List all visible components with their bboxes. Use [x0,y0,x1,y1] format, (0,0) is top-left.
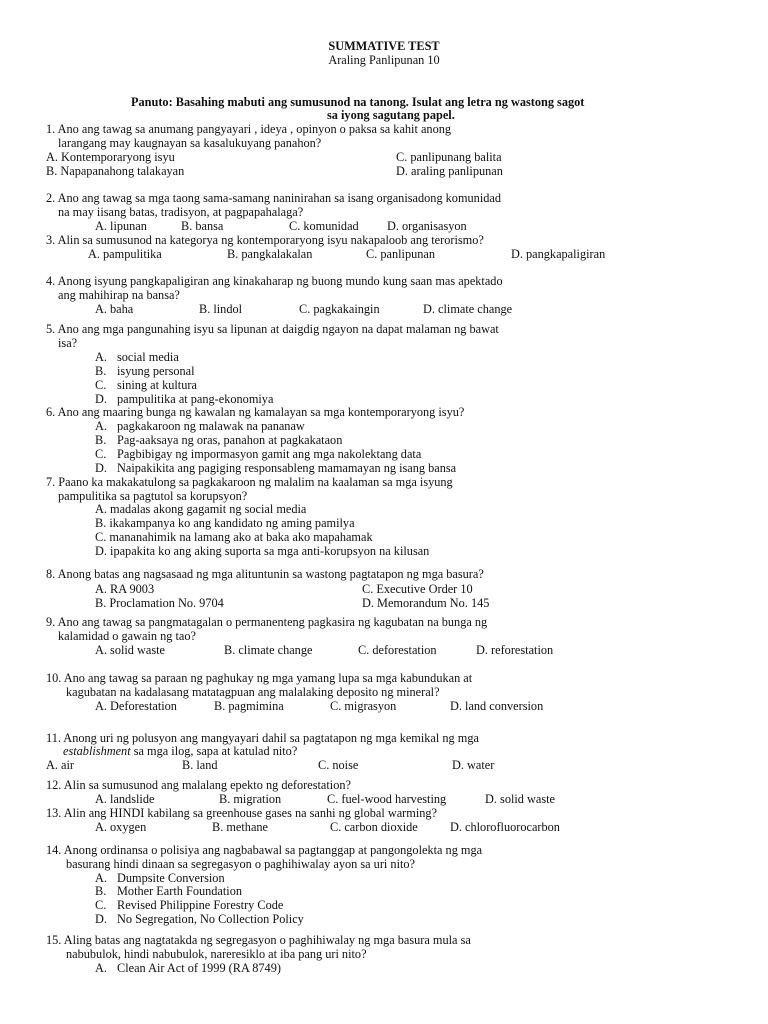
choice-text: Dumpsite Conversion [117,871,225,885]
choice-a: A. solid waste [95,643,166,657]
choice-d: D. ipapakita ko ang aking suporta sa mga anti-korupsyon na kilusan [95,544,430,558]
choice-b: B. pagmimina [214,699,284,713]
choice-text: Pag-aaksaya ng oras, panahon at pagkakataon [117,433,343,447]
choice-a: A. baha [95,302,134,316]
question-stem: 11. Anong uri ng polusyon ang mangyayari dahil sa pagtatapon ng mga kemikal ng mga [46,731,479,745]
choice-text: Naipakikita ang pagiging responsableng mamamayan ng isang bansa [117,461,457,475]
choice-b: B. land [182,758,218,772]
choice-text: pampulitika at pang-ekonomiya [117,392,274,406]
choice-b: B. migration [219,792,282,806]
choice-letter: D. [95,392,107,406]
test-subtitle: Araling Panlipunan 10 [328,53,440,67]
choice-c: C. panlipunang balita [396,150,502,164]
choice-c: C. Executive Order 10 [362,582,473,596]
choice-text: No Segregation, No Collection Policy [117,912,304,926]
choice-d: D. chlorofluorocarbon [450,820,560,834]
question-stem: 2. Ano ang tawag sa mga taong sama-samang naninirahan sa isang organisadong komunidad [46,191,501,205]
choice-c: C. komunidad [289,219,359,233]
choice-c: C. deforestation [358,643,437,657]
choice-c: C. fuel-wood harvesting [327,792,447,806]
choice-d: D. Memorandum No. 145 [362,596,490,610]
question-stem: 6. Ano ang maaring bunga ng kawalan ng kamalayan sa mga kontemporaryong isyu? [46,405,465,419]
choice-text: pagkakaroon ng malawak na pananaw [117,419,305,433]
choice-b: B. ikakampanya ko ang kandidato ng aming pamilya [95,516,355,530]
choice-c: C. mananahimik na lamang ako at baka ako mapahamak [95,530,373,544]
choice-b: B. pangkalakalan [227,247,313,261]
question-stem: larangang may kaugnayan sa kasalukuyang panahon? [58,136,322,150]
question-stem: 12. Alin sa sumusunod ang malalang epekto ng deforestation? [46,778,351,792]
choice-c: C. panlipunan [366,247,435,261]
choice-d: D. organisasyon [387,219,467,233]
question-stem: 15. Aling batas ang nagtatakda ng segregasyon o paghihiwalay ng mga basura mula sa [46,933,471,947]
choice-b: B. Napapanahong talakayan [46,164,185,178]
question-stem: basurang hindi dinaan sa segregasyon o paghihiwalay ayon sa uri nito? [66,857,416,871]
choice-letter: A. [95,350,107,364]
choice-c: C. migrasyon [330,699,397,713]
choice-c: C. pagkakaingin [299,302,380,316]
choice-letter: A. [95,961,107,975]
choice-b: B. bansa [181,219,224,233]
choice-letter: C. [95,898,107,912]
question-stem: ang mahihirap na bansa? [58,288,180,302]
choice-letter: A. [95,871,107,885]
choice-text: sining at kultura [117,378,197,392]
question-stem: pampulitika sa pagtutol sa korupsyon? [58,489,248,503]
choice-a: A. lipunan [95,219,147,233]
choice-a: A. madalas akong gagamit ng social media [95,502,307,516]
instructions-line-1: Panuto: Basahing mabuti ang sumusunod na tanong. Isulat ang letra ng wastong sagot [131,95,585,109]
choice-c: C. noise [318,758,359,772]
question-stem: 13. Alin ang HINDI kabilang sa greenhouse gases na sanhi ng global warming? [46,806,438,820]
question-stem: 5. Ano ang mga pangunahing isyu sa lipunan at daigdig ngayon na dapat malaman ng bawat [46,322,499,336]
question-stem-rest: sa mga ilog, sapa at katulad nito? [130,744,298,758]
question-stem: 1. Ano ang tawag sa anumang pangyayari , ideya , opinyon o paksa sa kahit anong [46,122,452,136]
choice-d: D. climate change [423,302,513,316]
question-stem: 8. Anong batas ang nagsasaad ng mga alituntunin sa wastong pagtatapon ng mga basura? [46,567,484,581]
choice-text: Clean Air Act of 1999 (RA 8749) [117,961,281,975]
choice-letter: D. [95,912,107,926]
choice-letter: B. [95,433,107,447]
choice-a: A. oxygen [95,820,147,834]
choice-b: B. Proclamation No. 9704 [95,596,224,610]
question-stem: 4. Anong isyung pangkapaligiran ang kinakaharap ng buong mundo kung saan mas apektado [46,274,503,288]
question-stem: isa? [58,336,78,350]
choice-d: D. land conversion [450,699,544,713]
question-stem: 9. Ano ang tawag sa pangmatagalan o permanenteng pagkasira ng kagubatan na bunga ng [46,615,488,629]
choice-text: Mother Earth Foundation [117,884,242,898]
choice-d: D. araling panlipunan [396,164,503,178]
choice-a: A. Kontemporaryong isyu [46,150,175,164]
choice-letter: D. [95,461,107,475]
choice-letter: B. [95,884,107,898]
question-stem: kagubatan na kadalasang matatagpuan ang malalaking deposito ng mineral? [66,685,440,699]
choice-text: Pagbibigay ng impormasyon gamit ang mga nakolektang data [117,447,422,461]
question-stem: kalamidad o gawain ng tao? [58,629,196,643]
choice-letter: C. [95,447,107,461]
choice-letter: B. [95,364,107,378]
choice-a: A. Deforestation [95,699,177,713]
choice-a: A. pampulitika [88,247,162,261]
test-title: SUMMATIVE TEST [328,39,440,53]
question-stem: 7. Paano ka makakatulong sa pagkakaroon ng malalim na kaalaman sa mga isyung [46,475,453,489]
choice-text: social media [117,350,179,364]
question-stem: 14. Anong ordinansa o polisiya ang nagbabawal sa pagtanggap at pangongolekta ng mga [46,843,483,857]
choice-b: B. methane [212,820,269,834]
choice-a: A. RA 9003 [95,582,155,596]
question-stem: 10. Ano ang tawag sa paraan ng paghukay ng mga yamang lupa sa mga kabundukan at [46,671,473,685]
question-stem-line-2 [63,744,297,758]
choice-d: D. reforestation [476,643,554,657]
choice-letter: C. [95,378,107,392]
choice-letter: A. [95,419,107,433]
choice-b: B. lindol [199,302,243,316]
choice-c: C. carbon dioxide [330,820,418,834]
choice-text: isyung personal [117,364,195,378]
choice-d: D. pangkapaligiran [511,247,606,261]
italic-term: establishment [63,744,131,758]
instructions-line-2: sa iyong sagutang papel. [327,108,455,122]
question-stem: nabubulok, hindi nabubulok, nareresiklo at iba pang uri nito? [66,947,367,961]
choice-text: Revised Philippine Forestry Code [117,898,284,912]
choice-a: A. landslide [95,792,155,806]
choice-d: D. water [452,758,495,772]
choice-b: B. climate change [224,643,313,657]
question-stem: 3. Alin sa sumusunod na kategorya ng kontemporaryong isyu nakapaloob ang terorismo? [46,233,484,247]
choice-d: D. solid waste [485,792,556,806]
question-stem: na may iisang batas, tradisyon, at pagpapahalaga? [58,205,304,219]
choice-a: A. air [46,758,74,772]
